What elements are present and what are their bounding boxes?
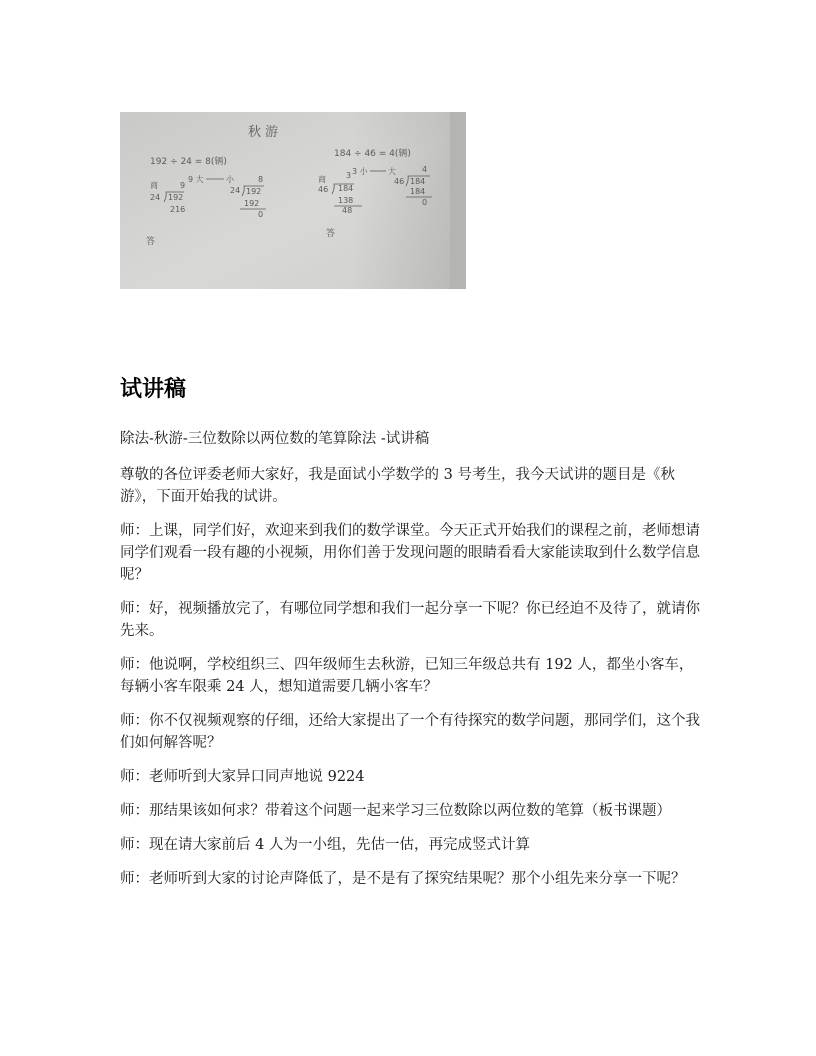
handwritten-notes-photo bbox=[120, 112, 466, 289]
right-answer: 答 bbox=[326, 229, 336, 239]
left-product-2: 192 bbox=[244, 199, 260, 208]
paper-shadow bbox=[350, 112, 466, 289]
left-quotient-2: 8 bbox=[258, 175, 264, 184]
left-arrow-result: 小 bbox=[226, 175, 234, 184]
left-equation: 192 ÷ 24 = 8(辆) bbox=[150, 157, 227, 167]
right-divisor: 46 bbox=[318, 185, 329, 194]
left-divisor: 24 bbox=[150, 193, 161, 202]
document-subtitle: 除法-秋游-三位数除以两位数的笔算除法 -试讲稿 bbox=[120, 431, 430, 447]
right-dividend-2: 184 bbox=[410, 177, 426, 186]
paragraph: 尊敬的各位评委老师大家好，我是面试小学数学的 3 号考生，我今天试讲的题目是《秋游》，下面开始我的试讲。 bbox=[120, 467, 675, 505]
left-divisor-2: 24 bbox=[230, 186, 241, 195]
right-remainder: 48 bbox=[342, 206, 353, 215]
figure-title: 秋 游 bbox=[248, 125, 279, 140]
page-heading: 试讲稿 bbox=[120, 377, 187, 402]
paragraph: 师：那结果该如何求？带着这个问题一起来学习三位数除以两位数的笔算（板书课题） bbox=[120, 803, 671, 819]
left-quotient: 9 bbox=[180, 181, 186, 190]
paragraph: 师：老师听到大家异口同声地说 9224 bbox=[120, 769, 365, 785]
lecture-script bbox=[120, 428, 705, 902]
right-arrow-result: 大 bbox=[388, 167, 396, 176]
left-answer: 答 bbox=[146, 237, 156, 247]
left-dividend: 192 bbox=[168, 193, 184, 202]
paragraph: 师：现在请大家前后 4 人为一小组，先估一估，再完成竖式计算 bbox=[120, 837, 530, 853]
right-estimate: 3 小 bbox=[352, 167, 368, 176]
paragraph: 师：上课，同学们好，欢迎来到我们的数学课堂。今天正式开始我们的课程之前，老师想请同学们观看一段有趣的小视频，用你们善于发现问题的眼睛看看大家能读取到什么数学信息呢？ bbox=[120, 523, 700, 583]
left-product: 216 bbox=[170, 205, 186, 214]
paper-edge bbox=[450, 112, 466, 289]
left-remainder: 0 bbox=[258, 210, 264, 219]
right-divisor-2: 46 bbox=[394, 177, 405, 186]
left-estimate: 9 大 bbox=[188, 175, 204, 184]
paragraph: 师：老师听到大家的讨论声降低了，是不是有了探究结果呢？那个小组先来分享一下呢？ bbox=[120, 871, 686, 887]
right-side-label: 商 bbox=[318, 175, 326, 184]
photo-canvas bbox=[120, 112, 466, 289]
right-quotient-2: 4 bbox=[422, 165, 428, 174]
paragraph: 师：你不仅视频观察的仔细，还给大家提出了一个有待探究的数学问题，那同学们，这个我们如何解答呢？ bbox=[120, 713, 700, 751]
right-dividend: 184 bbox=[338, 184, 354, 193]
right-product: 138 bbox=[338, 196, 354, 205]
left-dividend-2: 192 bbox=[246, 187, 262, 196]
left-side-label: 商 bbox=[150, 181, 158, 190]
right-quotient: 3 bbox=[346, 171, 352, 180]
right-remainder-2: 0 bbox=[422, 198, 428, 207]
paragraph: 师：好，视频播放完了，有哪位同学想和我们一起分享一下呢？你已经迫不及待了，就请你先来。 bbox=[120, 601, 700, 639]
right-product-2: 184 bbox=[410, 187, 426, 196]
right-equation: 184 ÷ 46 = 4(辆) bbox=[334, 149, 411, 159]
paragraph: 师：他说啊，学校组织三、四年级师生去秋游，已知三年级总共有 192 人，都坐小客车，每辆小客车限乘 24 人，想知道需要几辆小客车？ bbox=[120, 657, 694, 695]
